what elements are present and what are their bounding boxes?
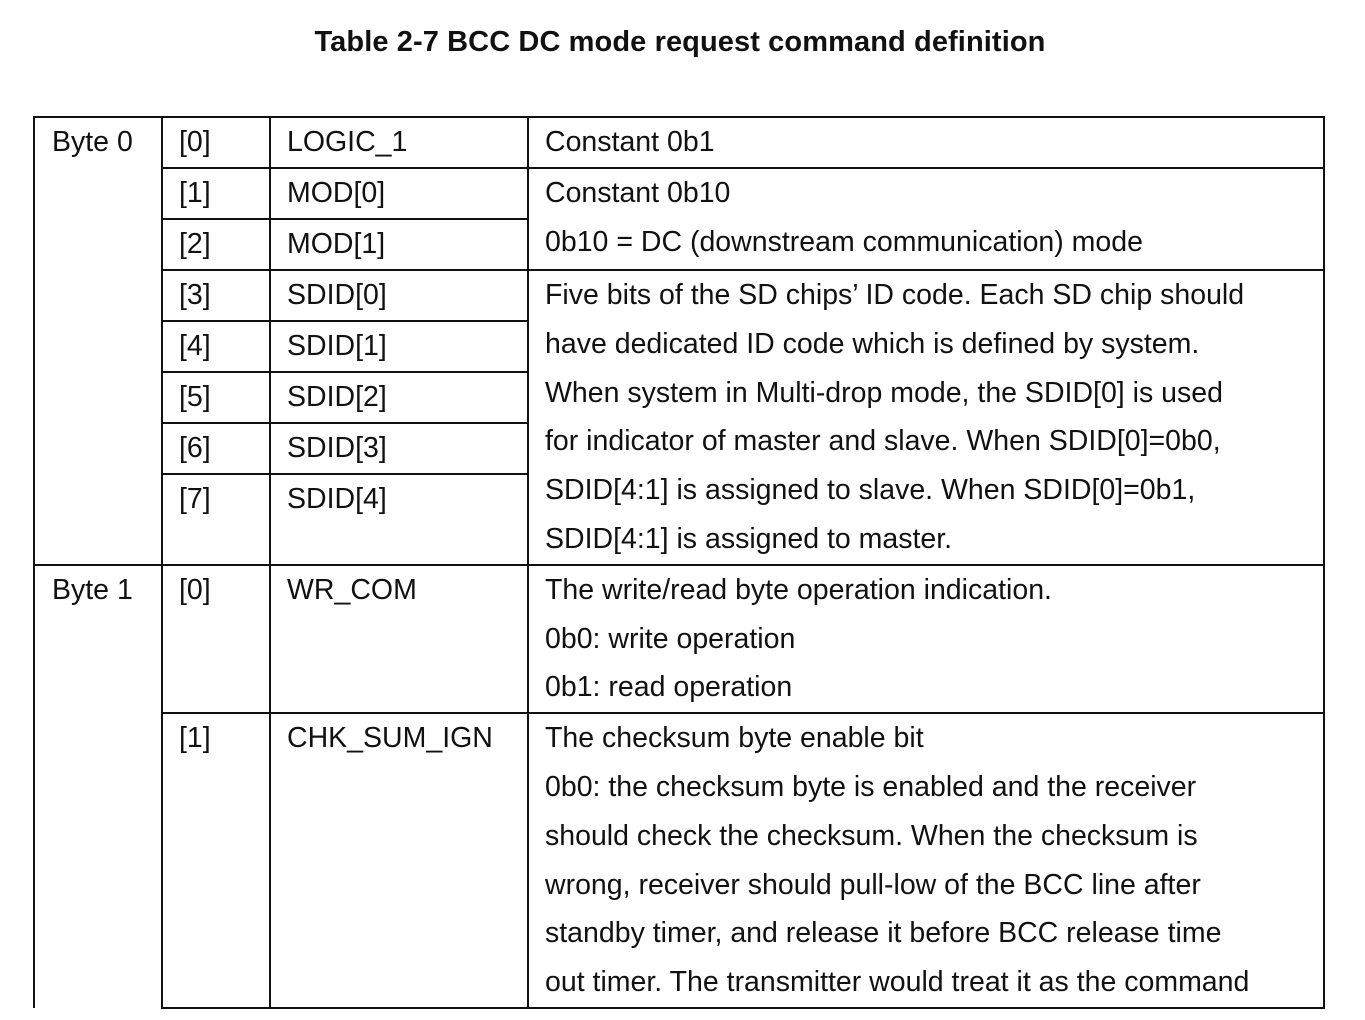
description-line: The checksum byte enable bit <box>545 722 924 755</box>
field-description <box>528 565 1324 713</box>
description-line: SDID[4:1] is assigned to slave. When SDID[0]=0b1, <box>545 474 1196 507</box>
field-description <box>528 168 1324 270</box>
field-description <box>528 270 1324 565</box>
description-line: should check the checksum. When the checksum is <box>545 819 1198 852</box>
description-line: 0b0: write operation <box>545 622 796 655</box>
bit-index: [3] <box>162 270 270 321</box>
table-row <box>34 565 1324 713</box>
description-line: wrong, receiver should pull-low of the BCC line after <box>545 868 1201 901</box>
bit-index: [0] <box>162 565 270 713</box>
table-row <box>34 270 1324 321</box>
description-line: 0b10 = DC (downstream communication) mode <box>545 225 1143 258</box>
bit-index: [0] <box>162 117 270 168</box>
field-name: WR_COM <box>270 565 528 713</box>
description-line: 0b1: read operation <box>545 671 793 704</box>
table-row <box>34 168 1324 219</box>
description-line: have dedicated ID code which is defined by system. <box>545 327 1200 360</box>
field-name: CHK_SUM_IGN <box>270 713 528 1008</box>
bit-index: [2] <box>162 219 270 270</box>
description-line: Constant 0b1 <box>545 126 715 158</box>
table-caption: Table 2-7 BCC DC mode request command definition <box>314 26 1046 58</box>
field-name: LOGIC_1 <box>270 117 528 168</box>
bit-index: [1] <box>162 713 270 1008</box>
description-line: SDID[4:1] is assigned to master. <box>545 522 953 555</box>
description-line: When system in Multi-drop mode, the SDID[0] is used <box>545 376 1223 409</box>
field-name: SDID[0] <box>270 270 528 321</box>
field-name: SDID[4] <box>270 474 528 565</box>
bit-index: [1] <box>162 168 270 219</box>
field-description <box>528 117 1324 168</box>
bit-index: [4] <box>162 321 270 372</box>
description-line: Constant 0b10 <box>545 177 731 209</box>
bit-index: [7] <box>162 474 270 565</box>
field-name: MOD[1] <box>270 219 528 270</box>
description-line: out timer. The transmitter would treat it as the command <box>545 966 1250 999</box>
description-line: for indicator of master and slave. When SDID[0]=0b0, <box>545 425 1221 458</box>
table-row <box>34 117 1324 168</box>
description-line: 0b0: the checksum byte is enabled and the receiver <box>545 770 1197 803</box>
description-line: standby timer, and release it before BCC release time <box>545 917 1222 950</box>
byte-label: Byte 0 <box>34 117 162 565</box>
field-name: SDID[3] <box>270 423 528 474</box>
bit-index: [5] <box>162 372 270 423</box>
field-name: SDID[2] <box>270 372 528 423</box>
field-name: SDID[1] <box>270 321 528 372</box>
register-definition-table <box>33 116 1325 1009</box>
field-description <box>528 713 1324 1008</box>
table-row <box>34 713 1324 1008</box>
byte-label: Byte 1 <box>34 565 162 1008</box>
field-name: MOD[0] <box>270 168 528 219</box>
description-line: The write/read byte operation indication. <box>545 573 1052 606</box>
bit-index: [6] <box>162 423 270 474</box>
description-line: Five bits of the SD chips’ ID code. Each SD chip should <box>545 279 1245 311</box>
